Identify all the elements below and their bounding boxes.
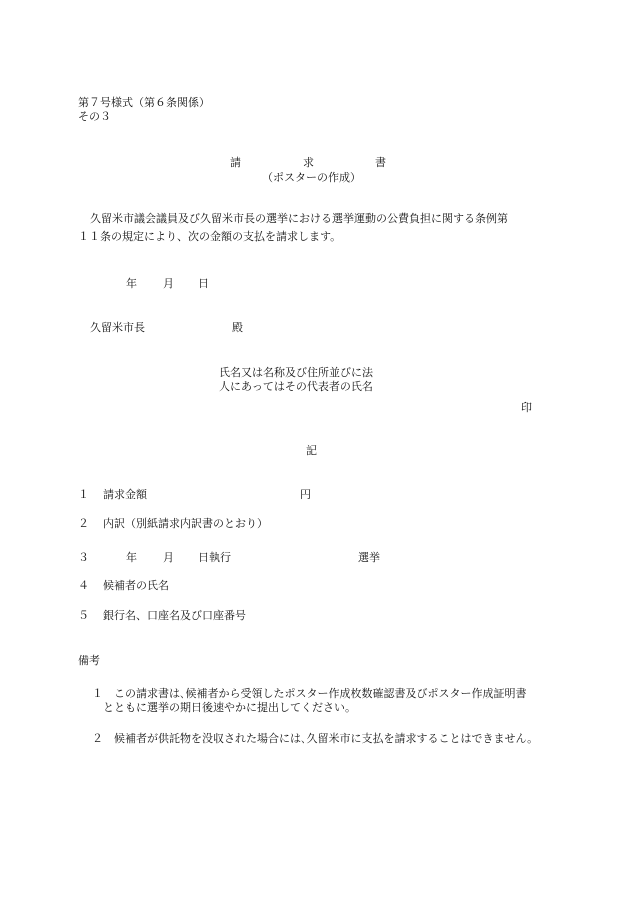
title-char-2: 求 bbox=[303, 156, 314, 169]
remarks-heading: 備考 bbox=[78, 654, 100, 667]
item-4-num: ４ bbox=[78, 579, 89, 592]
date-day: 日 bbox=[198, 277, 209, 290]
item-1-suffix: 円 bbox=[300, 488, 311, 501]
item-3-year: 年 bbox=[126, 551, 137, 564]
seal-mark: 印 bbox=[521, 401, 532, 414]
date-year: 年 bbox=[126, 277, 137, 290]
item-1-label: 請求金額 bbox=[103, 488, 147, 501]
note-1-line-2: とともに選挙の期日後速やかに提出してください。 bbox=[103, 701, 356, 714]
note-1-line-1: この請求書は､候補者から受領したポスター作成枚数確認書及びポスター作成証明書 bbox=[114, 687, 527, 700]
note-1-num: １ bbox=[92, 687, 103, 700]
date-month: 月 bbox=[163, 277, 174, 290]
form-sub: その３ bbox=[78, 110, 111, 123]
intro-line-1: 久留米市議会議員及び久留米市長の選挙における選挙運動の公費負担に関する条例第 bbox=[90, 212, 508, 225]
note-2-num: ２ bbox=[92, 732, 103, 745]
subtitle: （ポスターの作成） bbox=[262, 171, 361, 184]
item-2-label: 内訳（別紙請求内訳書のとおり） bbox=[103, 517, 268, 530]
form-number: 第７号様式（第６条関係） bbox=[78, 96, 210, 109]
claimant-line-2: 人にあってはその代表者の氏名 bbox=[219, 380, 373, 393]
addressee-name: 久留米市長 bbox=[90, 321, 145, 334]
item-5-num: ５ bbox=[78, 609, 89, 622]
ki-heading: 記 bbox=[306, 444, 317, 457]
title-char-1: 請 bbox=[230, 156, 241, 169]
title-char-3: 書 bbox=[375, 156, 386, 169]
intro-line-2: １１条の規定により、次の金額の支払を請求します。 bbox=[78, 230, 342, 243]
addressee-honorific: 殿 bbox=[232, 321, 243, 334]
item-5-label: 銀行名、口座名及び口座番号 bbox=[103, 609, 246, 622]
item-1-num: １ bbox=[78, 488, 89, 501]
item-2-num: ２ bbox=[78, 517, 89, 530]
item-3-suffix: 選挙 bbox=[358, 551, 380, 564]
claimant-line-1: 氏名又は名称及び住所並びに法 bbox=[219, 366, 373, 379]
item-4-label: 候補者の氏名 bbox=[103, 579, 169, 592]
item-3-month: 月 bbox=[163, 551, 174, 564]
item-3-num: ３ bbox=[78, 551, 89, 564]
note-2-line-1: 候補者が供託物を没収された場合には､久留米市に支払を請求することはできません。 bbox=[114, 732, 539, 745]
item-3-day: 日執行 bbox=[198, 551, 231, 564]
